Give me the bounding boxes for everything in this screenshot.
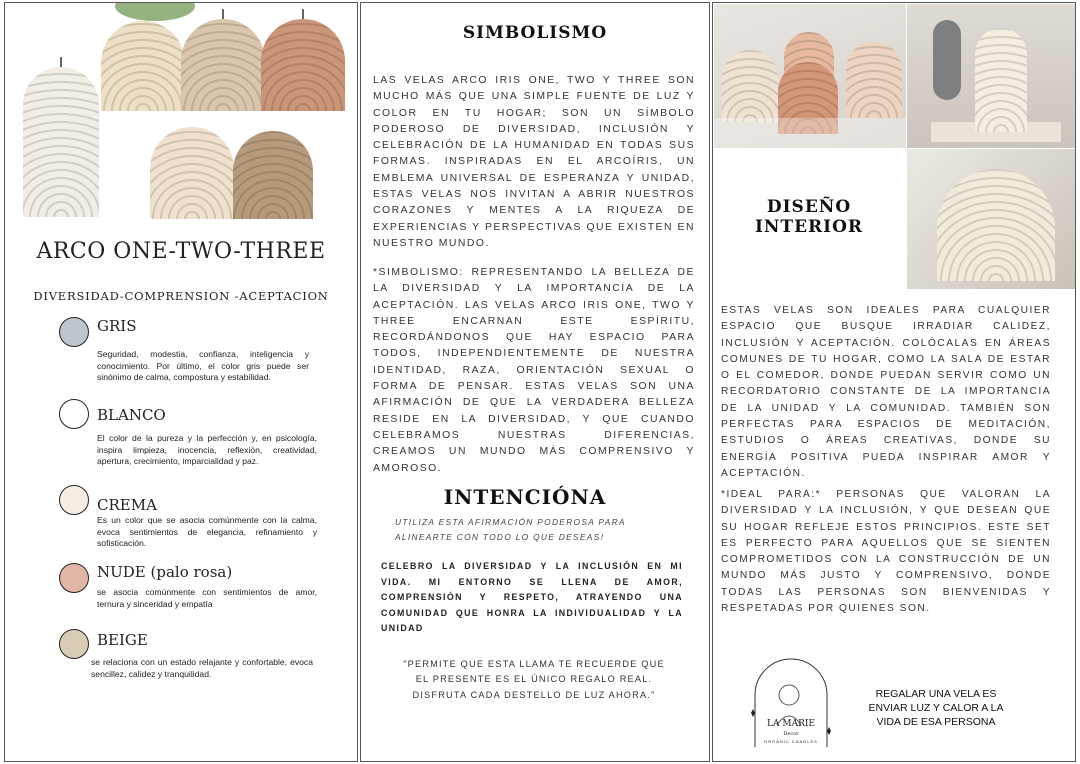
color-description: se asocia comúnmente con sentimientos de amor, ternura y sinceridad y empatía (97, 587, 317, 609)
color-description: Seguridad, modestia, confianza, inteligencia y conocimiento. Por último, el color gris puede ser sinónimo de calma, compostura y estabilidad. (97, 349, 309, 382)
color-name: BLANCO (97, 406, 166, 424)
brand-logo (749, 655, 833, 751)
simbolismo-paragraph-2: *SIMBOLISMO: REPRESENTANDO LA BELLEZA DE LA DIVERSIDAD Y LA IMPORTANCIA DE LA ACEPTACIÓN. LAS VELAS ARCO IRIS ONE, TWO Y THREE ENCARNAN ESTE ESPÍRITU, RECORDÁNDONOS QUE HAY ESPACIO PARA TODOS, INDEPENDIENTEMENTE DE NUESTRA IDENTIDAD, RAZA, ORIENTACIÓN SEXUAL O FORMA DE PENSAR. ESTAS VELAS SON UNA AFIRMACIÓN DE QUE LA VERDADERA BELLEZA RESIDE EN LA DIVERSIDAD, Y QUE CUANDO CELEBRAMOS NUESTRAS DIFERENCIAS, CREAMOS UN MUNDO MÁS COMPRENSIVO Y AMOROSO. (373, 267, 695, 474)
simbolismo-paragraph-1: LAS VELAS ARCO IRIS ONE, TWO Y THREE SON MUCHO MÁS QUE UNA SIMPLE FUENTE DE LUZ Y COLOR EN TU HOGAR; SON UN SÍMBOLO PODEROSO DE DIVERSIDAD, INCLUSIÓN Y CELEBRACIÓN DE LA HUMANIDAD EN TODAS SUS FORMAS. INSPIRADAS EN EL ARCOÍRIS, UN EMBLEMA UNIVERSAL DE ESPERANZA Y UNIDAD, ESTAS VELAS NOS INVITAN A ABRIR NUESTROS CORAZONES Y MENTES A LA RIQUEZA DE EXPERIENCIAS Y PERSPECTIVAS QUE EXISTEN EN NUESTRO MUNDO. (373, 75, 695, 249)
product-subtitle: DIVERSIDAD-COMPRENSION -ACEPTACION (33, 289, 329, 303)
color-description: El color de la pureza y la perfección y, en psicología, inspira limpieza, inocencia, reflexión, creatividad, apertura, crecimiento, imparcialidad y paz. (97, 433, 317, 466)
panel-arco (4, 2, 358, 762)
product-title: ARCO ONE-TWO-THREE (36, 239, 326, 264)
intencion-intro: UTILIZA ESTA AFIRMACIÓN PODEROSA PARA ALINEARTE CON TODO LO QUE DESEAS! (395, 517, 626, 542)
diseno-paragraph-1: ESTAS VELAS SON IDEALES PARA CUALQUIER ESPACIO QUE BUSQUE IRRADIAR CALIDEZ, INCLUSIÓN Y ACEPTACIÓN. COLÓCALAS EN ÁREAS COMUNES DE TU HOGAR, COMO LA SALA DE ESTAR O EL COMEDOR, DONDE PUEDAN SERVIR COMO UN RECORDATORIO CONSTANTE DE LA IMPORTANCIA DE LA UNIDAD Y LA COMUNIDAD. TAMBIÉN SON PERFECTAS PARA ESPACIOS DE MEDITACIÓN, ESTUDIOS O ÁREAS CREATIVAS, DONDE SU ENERGÍA POSITIVA PUEDA INSPIRAR AMOR Y ACEPTACIÓN. (721, 305, 1051, 479)
logo-tag: ORGANIC CANDLES (764, 739, 818, 744)
color-name: NUDE (palo rosa) (97, 563, 233, 581)
candles-photo-arch (714, 4, 906, 148)
candles-photo (5, 3, 355, 228)
candle-closeup-photo (907, 149, 1076, 289)
heading-diseno: DISEÑO INTERIOR (754, 197, 864, 237)
color-description: se relaciona con un estado relajante y confortable, evoca sencillez, calidez y tranquilidad. (91, 657, 313, 679)
candle-vase-photo (907, 4, 1076, 148)
quote-text: "PERMITE QUE ESTA LLAMA TE RECUERDE QUE EL PRESENTE ES EL ÚNICO REGALO REAL. DISFRUTA CADA DESTELLO DE LUZ AHORA." (403, 659, 665, 700)
color-swatch (59, 563, 89, 593)
color-name: CREMA (97, 496, 157, 514)
color-name: GRIS (97, 317, 137, 335)
color-description: Es un color que se asocia comúnmente con la calma, evoca sentimientos de elegancia, refinamiento y sofisticación. (97, 515, 317, 548)
color-name: BEIGE (97, 631, 148, 649)
heading-simbolismo: SIMBOLISMO (462, 23, 608, 43)
heading-intencion: INTENCIÓNA (443, 485, 607, 509)
color-swatch (59, 629, 89, 659)
affirmation-text: CELEBRO LA DIVERSIDAD Y LA INCLUSIÓN EN MI VIDA. MI ENTORNO SE LLENA DE AMOR, COMPRENSIÓN Y RESPETO, ATRAYENDO UNA COMUNIDAD QUE HONRA LA INDIVIDUALIDAD Y LA UNIDAD (381, 561, 683, 634)
panel-simbolismo (360, 2, 710, 762)
diseno-paragraph-2: *IDEAL PARA:* PERSONAS QUE VALORAN LA DIVERSIDAD Y LA INCLUSIÓN, Y QUE DESEAN QUE SU HOGAR REFLEJE ESTOS PRINCIPIOS. ESTE SET ES PERFECTO PARA AQUELLOS QUE SE SIENTEN COMPROMETIDOS CON LA CONSTRUCCIÓN DE UN MUNDO MÁS JUSTO Y COMPRENSIVO, DONDE TODAS LAS PERSONAS SON BIENVENIDAS Y RESPETADAS POR QUIENES SON. (721, 489, 1051, 615)
gift-text: REGALAR UNA VELA ES ENVIAR LUZ Y CALOR A LA VIDA DE ESA PERSONA (868, 688, 1004, 728)
color-swatch (59, 485, 89, 515)
panel-diseno (712, 2, 1076, 762)
color-swatch (59, 317, 89, 347)
logo-name: LA MARIE (767, 719, 815, 729)
color-swatch (59, 399, 89, 429)
logo-sub: Decor (783, 731, 799, 737)
